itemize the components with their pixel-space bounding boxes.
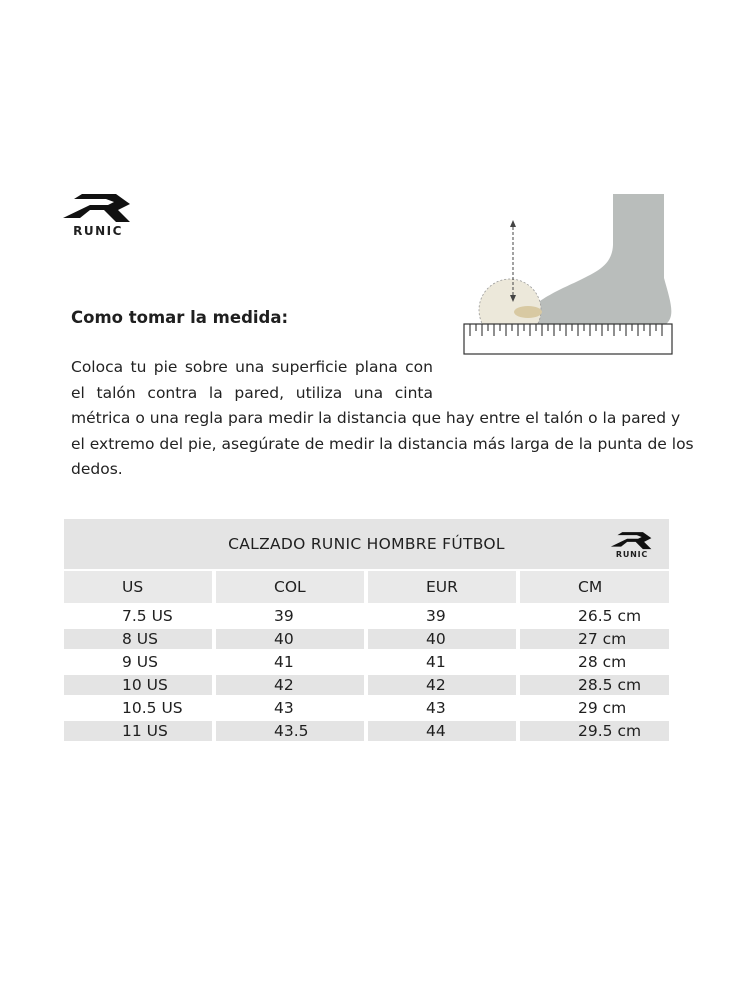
- instructions-line: Coloca tu pie sobre una superficie plana con: [71, 358, 433, 376]
- cell-eur: 43: [426, 699, 446, 717]
- cell-col: 41: [274, 653, 294, 671]
- table-header-row: [64, 571, 669, 603]
- table-brand-logo: [609, 529, 655, 561]
- cell-cm: 28.5 cm: [520, 675, 669, 695]
- column-header-eur: EUR: [368, 571, 516, 603]
- cell-col: 42: [216, 675, 364, 695]
- cell-us: 11 US: [64, 721, 212, 741]
- runic-logo-mark-small: [609, 529, 655, 551]
- cell-us: 10.5 US: [122, 699, 183, 717]
- cell-cm: 28 cm: [578, 653, 627, 671]
- instructions-text: [71, 355, 694, 483]
- brand-logo: [60, 190, 136, 242]
- instructions-line: dedos.: [71, 460, 123, 478]
- runic-logo-mark: [60, 190, 136, 224]
- cell-us: 8 US: [64, 629, 212, 649]
- cell-eur: 44: [368, 721, 516, 741]
- instructions-line: el talón contra la pared, utiliza una cinta: [71, 383, 433, 402]
- cell-us: 9 US: [122, 653, 158, 671]
- column-header-col: COL: [216, 571, 364, 603]
- table-row: [64, 675, 669, 695]
- ruler: [464, 324, 672, 354]
- instructions-line: métrica o una regla para medir la distancia que hay entre el talón o la pared y: [71, 409, 681, 427]
- cell-eur: 41: [426, 653, 446, 671]
- cell-eur: 39: [426, 607, 446, 625]
- cell-col: 39: [274, 607, 294, 625]
- cell-cm: 29 cm: [578, 699, 627, 717]
- cell-eur: 42: [368, 675, 516, 695]
- size-table-header: [64, 519, 669, 569]
- cell-us: 10 US: [64, 675, 212, 695]
- table-row: [64, 606, 669, 626]
- table-brand-logo-text: RUNIC: [615, 550, 649, 559]
- cell-col: 40: [216, 629, 364, 649]
- table-row: [64, 721, 669, 741]
- cell-col: 43: [274, 699, 294, 717]
- brand-logo-text: RUNIC: [73, 224, 123, 238]
- table-row: [64, 652, 669, 672]
- table-row: [64, 629, 669, 649]
- size-table-title: CALZADO RUNIC HOMBRE FÚTBOL: [228, 535, 505, 553]
- instructions-line: el extremo del pie, asegúrate de medir la distancia más larga de la punta de los: [71, 434, 694, 453]
- column-header-cm: CM: [520, 571, 669, 603]
- foot-shape: [522, 194, 671, 324]
- arrow-head-top: [510, 220, 516, 227]
- cell-cm: 26.5 cm: [578, 607, 642, 625]
- column-header-us: US: [64, 571, 212, 603]
- heel-spot: [514, 306, 542, 318]
- cell-col: 43.5: [216, 721, 364, 741]
- size-table: [64, 519, 669, 741]
- cell-cm: 27 cm: [520, 629, 669, 649]
- cell-cm: 29.5 cm: [520, 721, 669, 741]
- table-row: [64, 698, 669, 718]
- foot-measure-illustration: [458, 190, 680, 360]
- cell-eur: 40: [368, 629, 516, 649]
- instructions-heading: Como tomar la medida:: [71, 308, 289, 327]
- cell-us: 7.5 US: [122, 607, 173, 625]
